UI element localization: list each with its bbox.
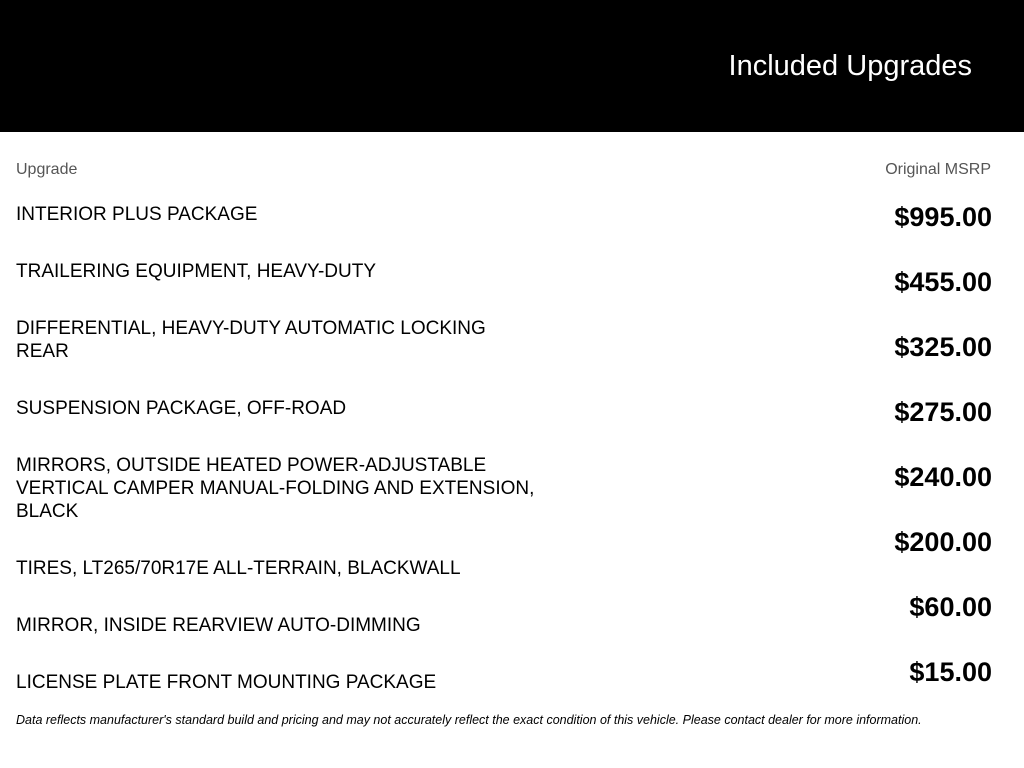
disclaimer-text: Data reflects manufacturer's standard build and pricing and may not accurately reflect the exact condition of this vehicle. Please contact dealer for more information. — [16, 713, 922, 727]
upgrade-name: MIRROR, INSIDE REARVIEW AUTO-DIMMING — [16, 615, 421, 636]
column-header-upgrade: Upgrade — [16, 161, 78, 178]
header-bar — [0, 0, 1024, 132]
page-title: Included Upgrades — [728, 50, 972, 82]
upgrade-name: TRAILERING EQUIPMENT, HEAVY-DUTY — [16, 261, 377, 282]
upgrade-price: $455.00 — [894, 267, 992, 297]
upgrade-name: INTERIOR PLUS PACKAGE — [16, 204, 258, 225]
upgrade-price: $325.00 — [894, 332, 992, 362]
upgrade-name: LICENSE PLATE FRONT MOUNTING PACKAGE — [16, 672, 437, 693]
upgrade-name-list — [16, 203, 576, 728]
upgrade-price: $240.00 — [894, 462, 992, 492]
upgrade-name: MIRRORS, OUTSIDE HEATED POWER-ADJUSTABLE VERTICAL CAMPER MANUAL-FOLDING AND EXTENSION, BLACK — [16, 455, 535, 522]
upgrade-price: $995.00 — [894, 202, 992, 232]
upgrade-price-list — [792, 199, 992, 719]
upgrade-name: TIRES, LT265/70R17E ALL-TERRAIN, BLACKWALL — [16, 558, 461, 579]
upgrade-price: $200.00 — [894, 527, 992, 557]
upgrade-price: $60.00 — [909, 592, 992, 622]
upgrade-price: $15.00 — [909, 657, 992, 687]
upgrade-name: SUSPENSION PACKAGE, OFF-ROAD — [16, 398, 347, 419]
upgrade-name: DIFFERENTIAL, HEAVY-DUTY AUTOMATIC LOCKING REAR — [16, 318, 486, 362]
column-header-msrp: Original MSRP — [885, 161, 991, 178]
upgrade-price: $275.00 — [894, 397, 992, 427]
